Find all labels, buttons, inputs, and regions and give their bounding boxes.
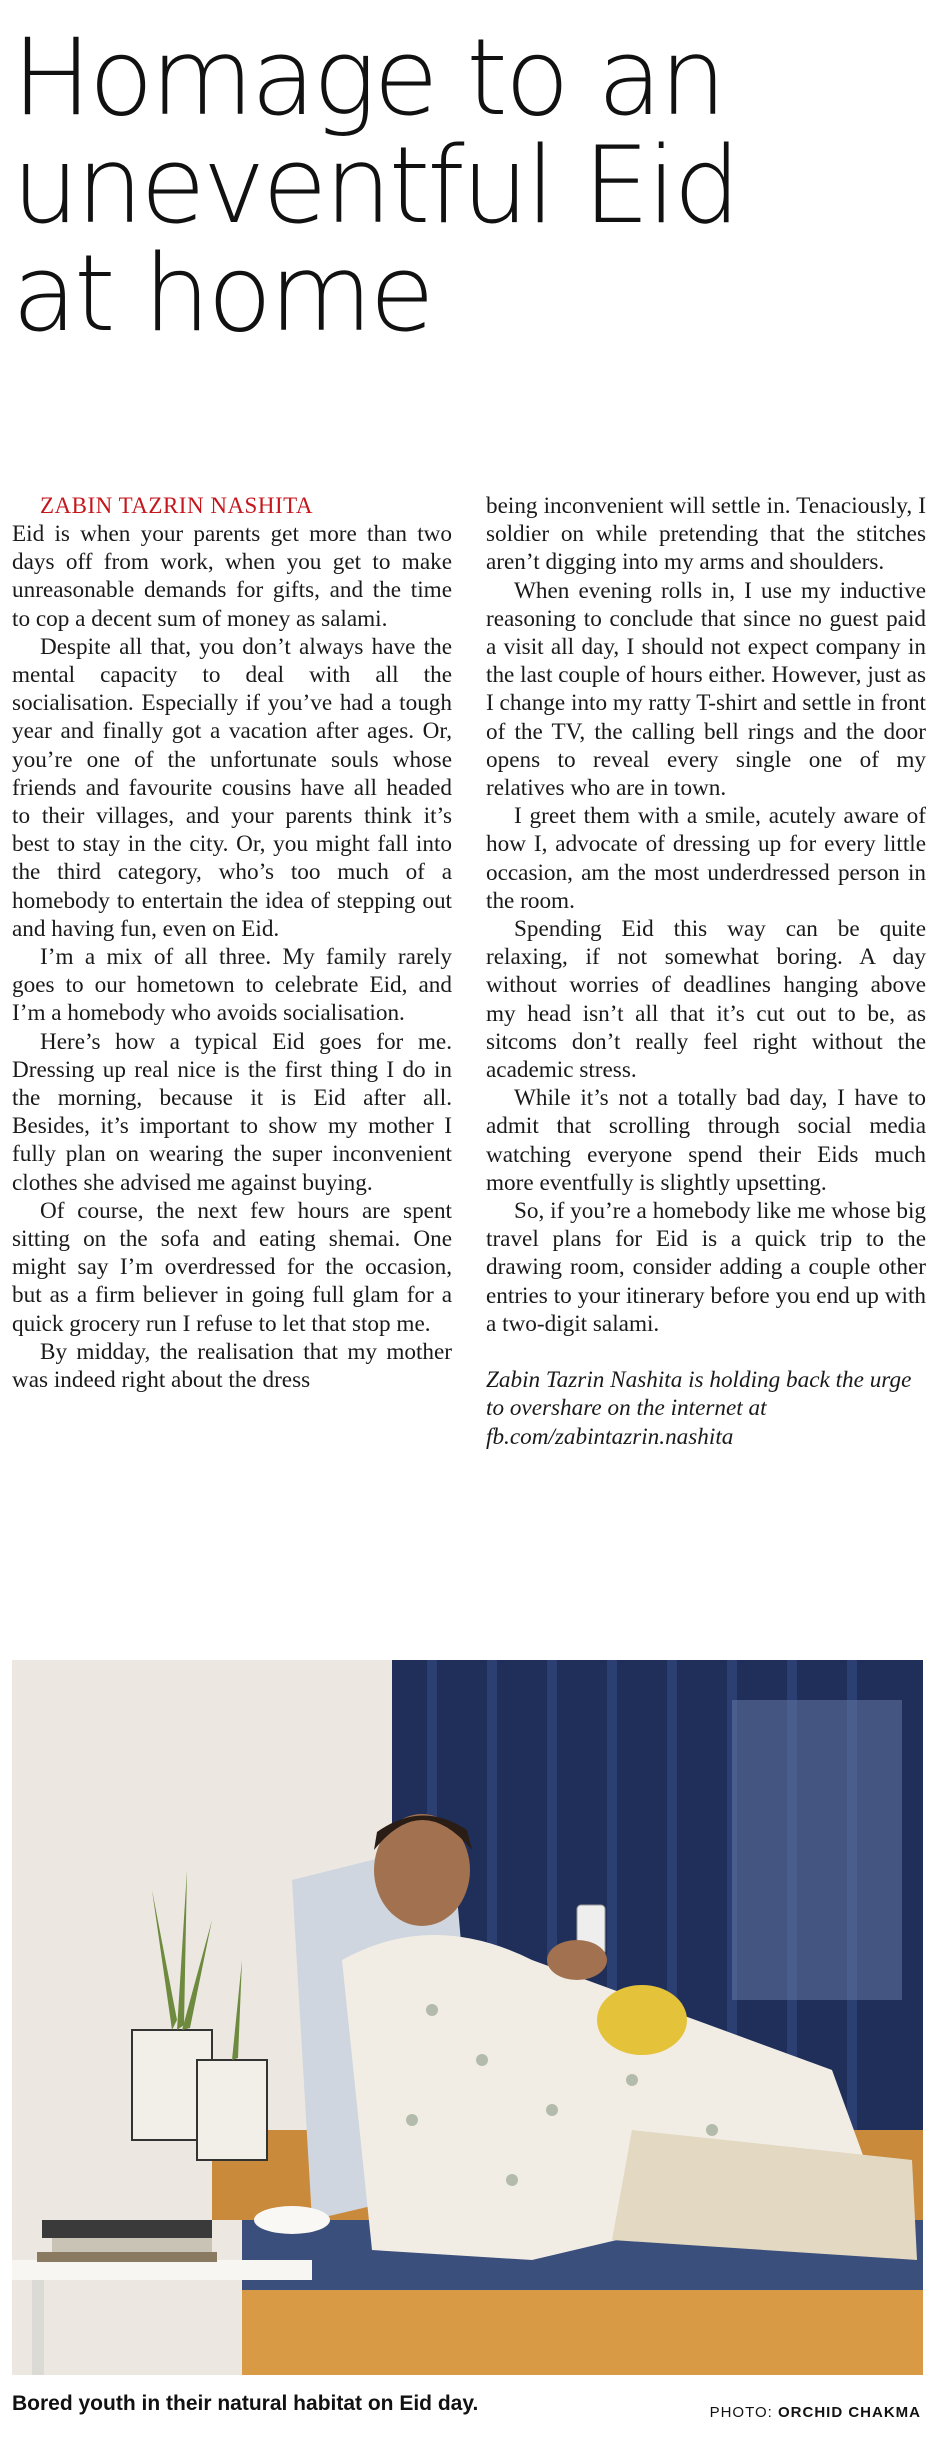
- photo-caption: Bored youth in their natural habitat on Eid day.: [12, 2392, 479, 2415]
- article-column-left: [12, 492, 452, 1394]
- byline: ZABIN TAZRIN NASHITA: [40, 493, 313, 518]
- paragraph: By midday, the realisation that my mother was indeed right about the dress: [12, 1338, 452, 1394]
- headline: [12, 16, 922, 355]
- paragraph: I’m a mix of all three. My family rarely goes to our hometown to celebrate Eid, and I’m a homebody who avoids socialisation.: [12, 944, 452, 1027]
- photo-illustration: [12, 1660, 923, 2375]
- author-note: Zabin Tazrin Nashita is holding back the urge to overshare on the internet at fb.com/zabintazrin.nashita: [486, 1367, 912, 1450]
- paragraph: Of course, the next few hours are spent sitting on the sofa and eating shemai. One might say I’m overdressed for the occasion, but as a firm believer in going full glam for a quick grocery run I refuse to let that stop me.: [12, 1197, 452, 1337]
- headline-line: uneventful Eid: [12, 124, 738, 247]
- article-column-right: [486, 492, 926, 1451]
- article-photo: [12, 1660, 923, 2375]
- paragraph: While it’s not a totally bad day, I have to admit that scrolling through social media watching everyone spend their Eids much more eventfully is slightly upsetting.: [486, 1085, 926, 1196]
- paragraph: Eid is when your parents get more than two days off from work, when you get to make unreasonable demands for gifts, and the time to cop a decent sum of money as salami.: [12, 521, 452, 632]
- paragraph: Despite all that, you don’t always have the mental capacity to deal with all the socialisation. Especially if you’ve had a tough year and finally got a vacation after ages. Or, you’re one of the unfortunate souls whose friends and favourite cousins have all headed to their villages, and your parents think it’s best to stay in the city. Or, you might fall into the third category, who’s too much of a homebody to entertain the idea of stepping out and having fun, even on Eid.: [12, 633, 452, 942]
- headline-line: at home: [12, 232, 432, 355]
- photo-credit: [710, 2404, 921, 2421]
- photographer-name: ORCHID CHAKMA: [778, 2404, 921, 2421]
- paragraph: Here’s how a typical Eid goes for me. Dressing up real nice is the first thing I do in the morning, because it is Eid after all. Besides, it’s important to show my mother I fully plan on wearing the super inconvenient clothes she advised me against buying.: [12, 1028, 452, 1196]
- photo-credit-label: PHOTO:: [709, 2404, 773, 2421]
- headline-line: Homage to an: [12, 16, 724, 139]
- paragraph: So, if you’re a homebody like me whose big travel plans for Eid is a quick trip to the drawing room, consider adding a couple other entries to your itinerary before you end up with a two-digit salami.: [486, 1198, 926, 1337]
- paragraph: being inconvenient will settle in. Tenaciously, I soldier on while pretending that the stitches aren’t digging into my arms and shoulders.: [486, 493, 926, 576]
- paragraph: Spending Eid this way can be quite relaxing, if not somewhat boring. A day without worries of deadlines hanging above my head isn’t all that it’s cut out to be, as sitcoms don’t really feel right without the academic stress.: [486, 916, 926, 1084]
- paragraph: When evening rolls in, I use my inductive reasoning to conclude that since no guest paid a visit all day, I should not expect company in the last couple of hours either. However, just as I change into my ratty T-shirt and settle in front of the TV, the calling bell rings and the door opens to reveal every single one of my relatives who are in town.: [486, 577, 926, 802]
- paragraph: I greet them with a smile, acutely aware of how I, advocate of dressing up for every little occasion, am the most underdressed person in the room.: [486, 803, 926, 914]
